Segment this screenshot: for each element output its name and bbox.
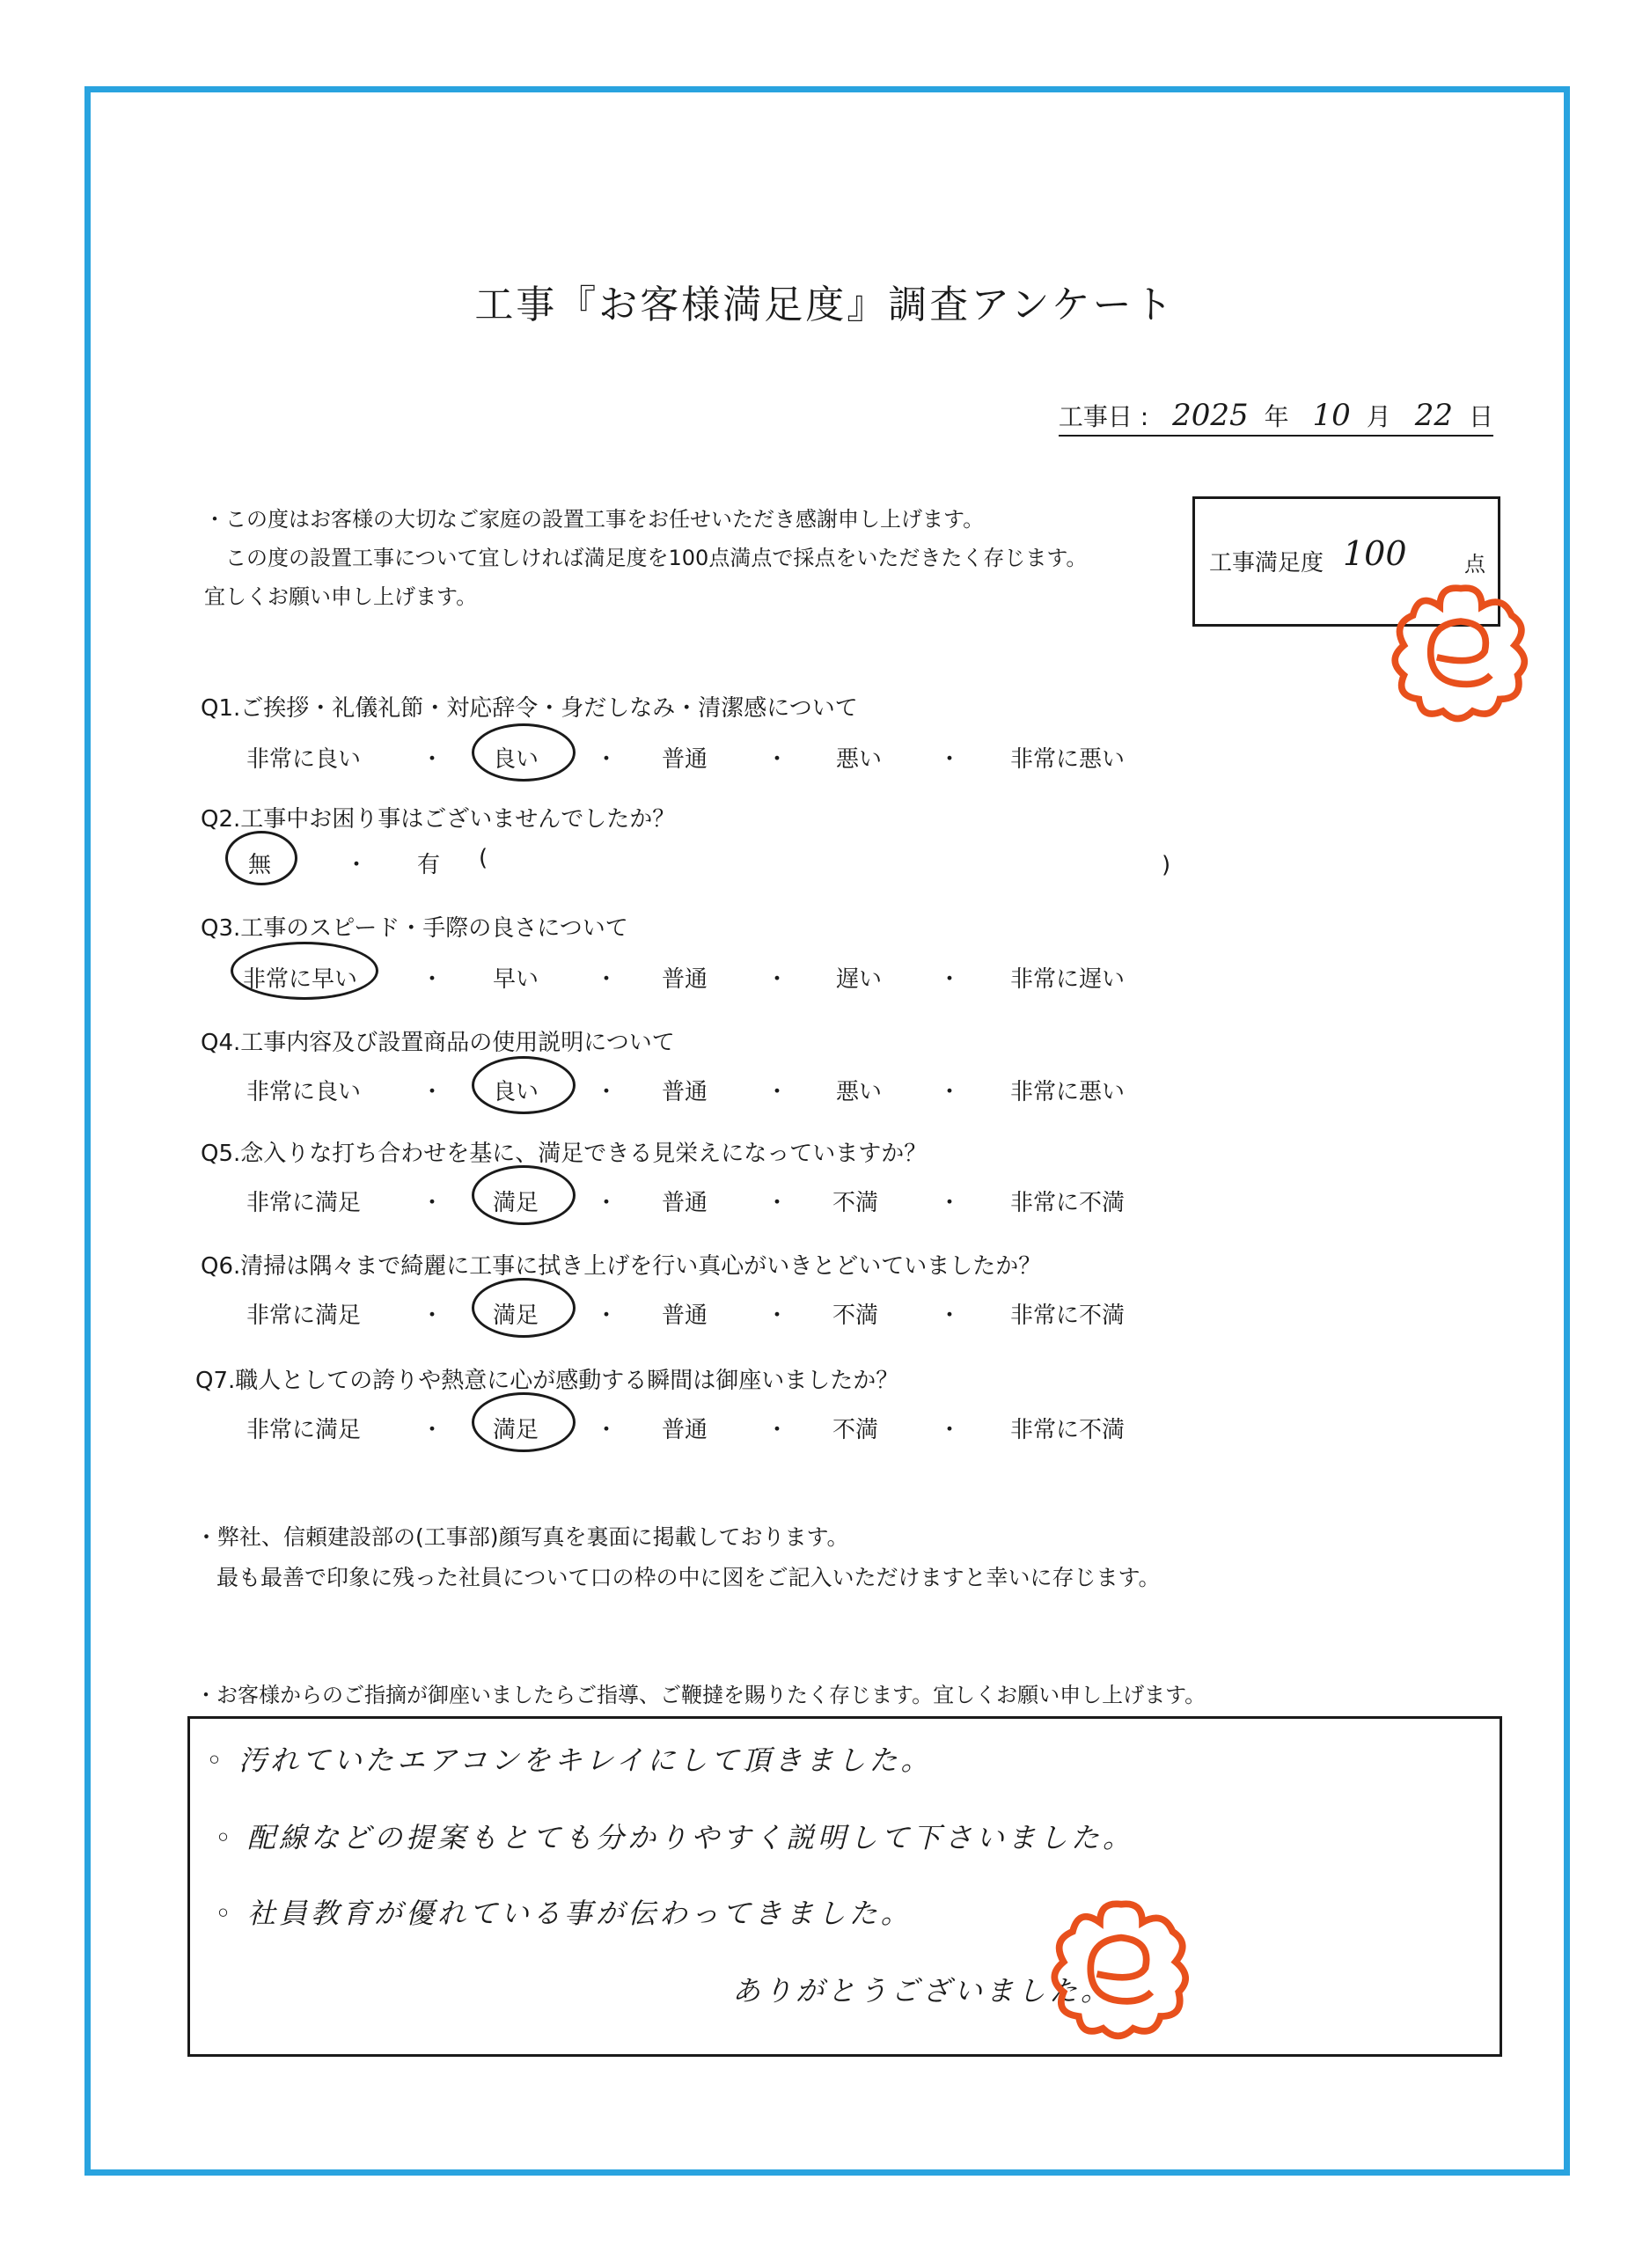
q1-option-2[interactable]: 良い [493, 746, 539, 773]
q7-option-3[interactable]: 普通 [662, 1417, 708, 1443]
month-unit: 月 [1366, 402, 1391, 431]
q5-option-3[interactable]: 普通 [662, 1190, 708, 1216]
q5-selected-circle [472, 1165, 576, 1225]
q5-option-2[interactable]: 満足 [493, 1190, 539, 1216]
comment-line-3: ◦ 社員教育が優れている事が伝わってきました。 [215, 1897, 913, 1930]
q6-selected-circle [472, 1278, 576, 1338]
q4-option-2[interactable]: 良い [493, 1079, 539, 1105]
score-unit: 点 [1464, 552, 1485, 576]
day-unit: 日 [1468, 402, 1493, 431]
q7-option-4[interactable]: 不満 [832, 1417, 879, 1443]
intro-line-1: ・この度はお客様の大切なご家庭の設置工事をお任せいただき感謝申し上げます。 [204, 507, 985, 532]
date-label: 工事日 [1058, 402, 1133, 431]
separator: ・ [421, 1417, 444, 1443]
separator: ・ [595, 746, 619, 773]
q1-option-1[interactable]: 非常に良い [246, 746, 362, 773]
separator: ・ [421, 746, 444, 773]
question-4: Q4.工事内容及び設置商品の使用説明について [201, 1030, 675, 1056]
date-day: 22 [1414, 398, 1453, 433]
comment-box[interactable] [187, 1716, 1502, 2057]
construction-date: 工事日 : 2025 年 10 月 22 日 [1059, 398, 1493, 437]
q5-option-1[interactable]: 非常に満足 [246, 1190, 362, 1216]
intro-text [204, 500, 1087, 616]
q7-selected-circle [472, 1392, 576, 1452]
separator: ・ [595, 1190, 619, 1216]
comment-line-4: ありがとうございました。 [732, 1974, 1113, 2007]
score-label: 工事満足度 [1209, 550, 1324, 576]
q3-option-3[interactable]: 普通 [662, 966, 708, 993]
question-3: Q3.工事のスピード・手際の良さについて [201, 915, 628, 942]
q7-option-5[interactable]: 非常に不満 [1010, 1417, 1126, 1443]
q2-selected-circle [225, 831, 297, 885]
q3-selected-circle [231, 942, 378, 1000]
separator: ・ [938, 1190, 962, 1216]
question-6: Q6.清掃は隅々まで綺麗に工事に拭き上げを行い真心がいきとどいていましたか？ [201, 1253, 1042, 1280]
staff-photo-note [195, 1517, 1161, 1598]
q6-option-3[interactable]: 普通 [662, 1303, 708, 1329]
separator: ・ [595, 1417, 619, 1443]
separator: ・ [766, 966, 789, 993]
q6-option-2[interactable]: 満足 [493, 1303, 539, 1329]
year-unit: 年 [1264, 402, 1289, 431]
separator: ・ [938, 966, 962, 993]
q1-option-5[interactable]: 非常に悪い [1010, 746, 1126, 773]
q4-option-4[interactable]: 悪い [836, 1079, 883, 1105]
q1-option-4[interactable]: 悪い [836, 746, 883, 773]
separator: ・ [766, 1417, 789, 1443]
q3-option-1[interactable]: 非常に早い [243, 966, 358, 993]
q2-option-1[interactable]: 無 [248, 852, 272, 878]
question-1: Q1.ご挨拶・礼儀礼節・対応辞令・身だしなみ・清潔感について [201, 695, 858, 722]
separator: ・ [595, 1303, 619, 1329]
separator: ・ [595, 966, 619, 993]
q4-option-1[interactable]: 非常に良い [246, 1079, 362, 1105]
separator: ・ [938, 1303, 962, 1329]
question-5: Q5.念入りな打ち合わせを基に、満足できる見栄えになっていますか？ [201, 1141, 928, 1167]
q3-option-2[interactable]: 早い [493, 966, 539, 993]
comment-prompt: ・お客様からのご指摘が御座いましたらご指導、ご鞭撻を賜りたく存じます。宜しくお願い申し上げます。 [195, 1683, 1206, 1707]
q2-option-2[interactable]: 有 [417, 852, 441, 878]
flower-stamp-icon [1386, 576, 1536, 726]
comment-line-1: ◦ 汚れていたエアコンをキレイにして頂きました。 [206, 1743, 933, 1777]
date-year: 2025 [1172, 398, 1249, 433]
score-value[interactable]: 100 [1343, 534, 1407, 573]
separator: ・ [938, 1417, 962, 1443]
q1-selected-circle [472, 723, 576, 782]
separator: ・ [421, 966, 444, 993]
separator: ・ [345, 852, 369, 878]
separator: ・ [766, 1303, 789, 1329]
q5-option-4[interactable]: 不満 [832, 1190, 879, 1216]
comment-line-2: ◦ 配線などの提案もとても分かりやすく説明して下さいました。 [215, 1821, 1135, 1854]
separator: ・ [766, 746, 789, 773]
q6-option-1[interactable]: 非常に満足 [246, 1303, 362, 1329]
q2-paren-open: ( [479, 845, 488, 871]
separator: ・ [938, 1079, 962, 1105]
question-2: Q2.工事中お困り事はございませんでしたか？ [201, 806, 676, 833]
q6-option-5[interactable]: 非常に不満 [1010, 1303, 1126, 1329]
q1-option-3[interactable]: 普通 [662, 746, 708, 773]
separator: ・ [595, 1079, 619, 1105]
intro-line-2: この度の設置工事について宜しければ満足度を100点満点で採点をいただきたく存じます。 [225, 546, 1088, 570]
separator: ・ [421, 1079, 444, 1105]
intro-line-3: 宜しくお願い申し上げます。 [204, 584, 478, 609]
q4-option-3[interactable]: 普通 [662, 1079, 708, 1105]
q6-option-4[interactable]: 不満 [832, 1303, 879, 1329]
q7-option-2[interactable]: 満足 [493, 1417, 539, 1443]
page-title: 工事『お客様満足度』調査アンケート [474, 283, 1176, 327]
separator: ・ [766, 1190, 789, 1216]
q4-selected-circle [472, 1056, 576, 1114]
q7-option-1[interactable]: 非常に満足 [246, 1417, 362, 1443]
question-7: Q7.職人としての誇りや熱意に心が感動する瞬間は御座いましたか？ [195, 1368, 899, 1394]
separator: ・ [938, 746, 962, 773]
date-month: 10 [1312, 398, 1351, 433]
q4-option-5[interactable]: 非常に悪い [1010, 1079, 1126, 1105]
separator: ・ [421, 1190, 444, 1216]
separator: ・ [421, 1303, 444, 1329]
q2-paren-close: ) [1162, 852, 1171, 878]
q3-option-4[interactable]: 遅い [836, 966, 883, 993]
staff-note-line-2: 最も最善で印象に残った社員について口の枠の中に図をご記入いただけますと幸いに存じます。 [216, 1565, 1161, 1590]
flower-stamp-icon [1045, 1892, 1197, 2044]
staff-note-line-1: ・弊社、信頼建設部の(工事部)顔写真を裏面に掲載しております。 [195, 1524, 849, 1550]
separator: ・ [766, 1079, 789, 1105]
q5-option-5[interactable]: 非常に不満 [1010, 1190, 1126, 1216]
q3-option-5[interactable]: 非常に遅い [1010, 966, 1126, 993]
